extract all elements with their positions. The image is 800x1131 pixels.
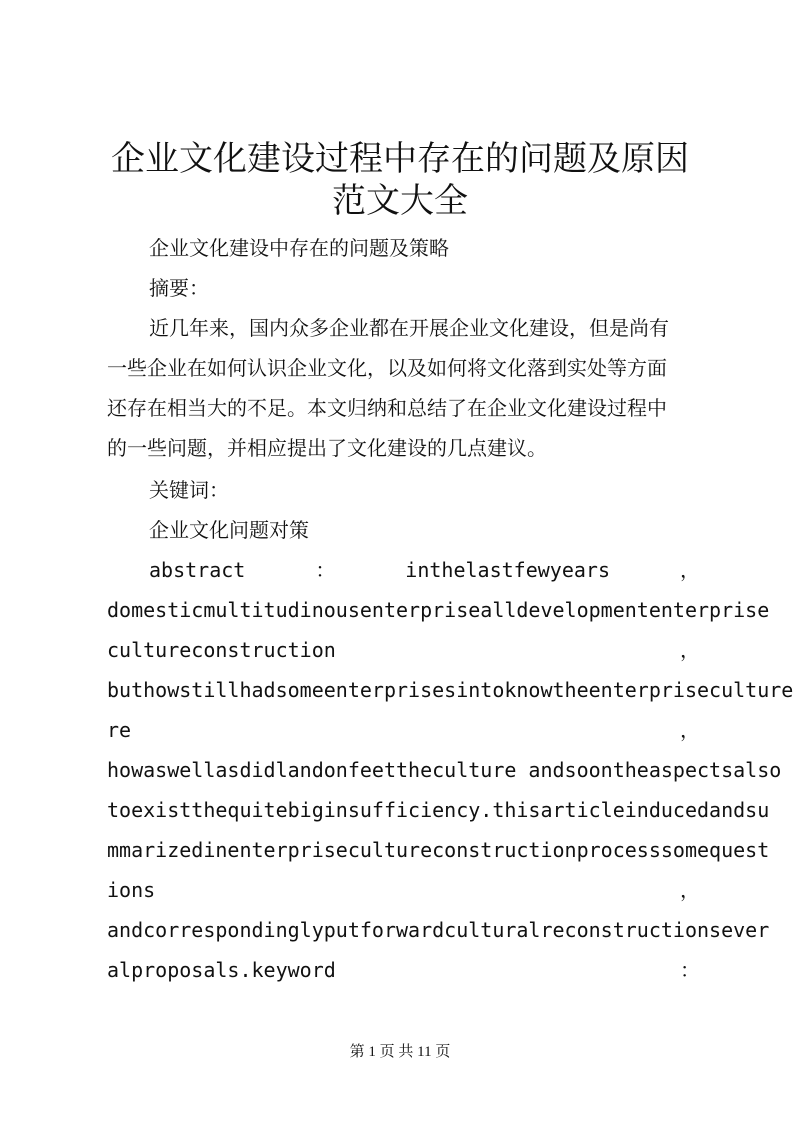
english-line: mmarizedinenterprisecultureconstructionprocesssomequest <box>107 838 770 862</box>
english-word: alproposals.keyword <box>107 958 336 982</box>
page-footer: 第 1 页 共 11 页 <box>349 1044 451 1060</box>
english-line <box>107 950 700 990</box>
keywords-label: 关键词： <box>149 478 229 502</box>
english-line <box>107 630 700 670</box>
english-line <box>149 550 700 590</box>
english-line <box>107 870 700 910</box>
abstract-line: 一些企业在如何认识企业文化，以及如何将文化落到实处等方面 <box>107 356 667 380</box>
document-title: 企业文化建设过程中存在的问题及原因范文大全 <box>111 139 689 221</box>
english-word: re <box>107 718 132 742</box>
english-word: ions <box>107 878 156 902</box>
english-punct: ， <box>680 878 700 902</box>
abstract-line: 近几年来，国内众多企业都在开展企业文化建设，但是尚有 <box>149 316 669 340</box>
english-punct: ， <box>679 558 700 582</box>
english-punct: ， <box>680 638 700 662</box>
abstract-line: 的一些问题，并相应提出了文化建设的几点建议。 <box>107 436 547 460</box>
english-punct: ： <box>680 958 700 982</box>
abstract-label: 摘要： <box>149 276 209 300</box>
english-line: domesticmultitudinousenterprisealldevelopmententerprise <box>107 598 770 622</box>
english-word: abstract <box>149 558 246 582</box>
english-line: howaswellasdidlandonfeettheculture andsoontheaspectsalso <box>107 758 782 782</box>
english-word: inthelastfewyears <box>405 558 610 582</box>
abstract-line: 还存在相当大的不足。本文归纳和总结了在企业文化建设过程中 <box>107 396 667 420</box>
english-line: buthowstillhadsomeenterprisesintoknowtheenterpriseculture <box>107 678 794 702</box>
english-line <box>107 710 700 750</box>
english-word: cultureconstruction <box>107 638 336 662</box>
keywords-text: 企业文化问题对策 <box>149 518 309 542</box>
english-punct: ， <box>680 718 700 742</box>
subtitle: 企业文化建设中存在的问题及策略 <box>149 236 449 260</box>
english-line: toexistthequitebiginsufficiency.thisarticleinducedandsu <box>107 798 770 822</box>
english-punct: ： <box>315 558 336 582</box>
english-line: andcorrespondinglyputforwardculturalreconstructionsever <box>107 918 770 942</box>
